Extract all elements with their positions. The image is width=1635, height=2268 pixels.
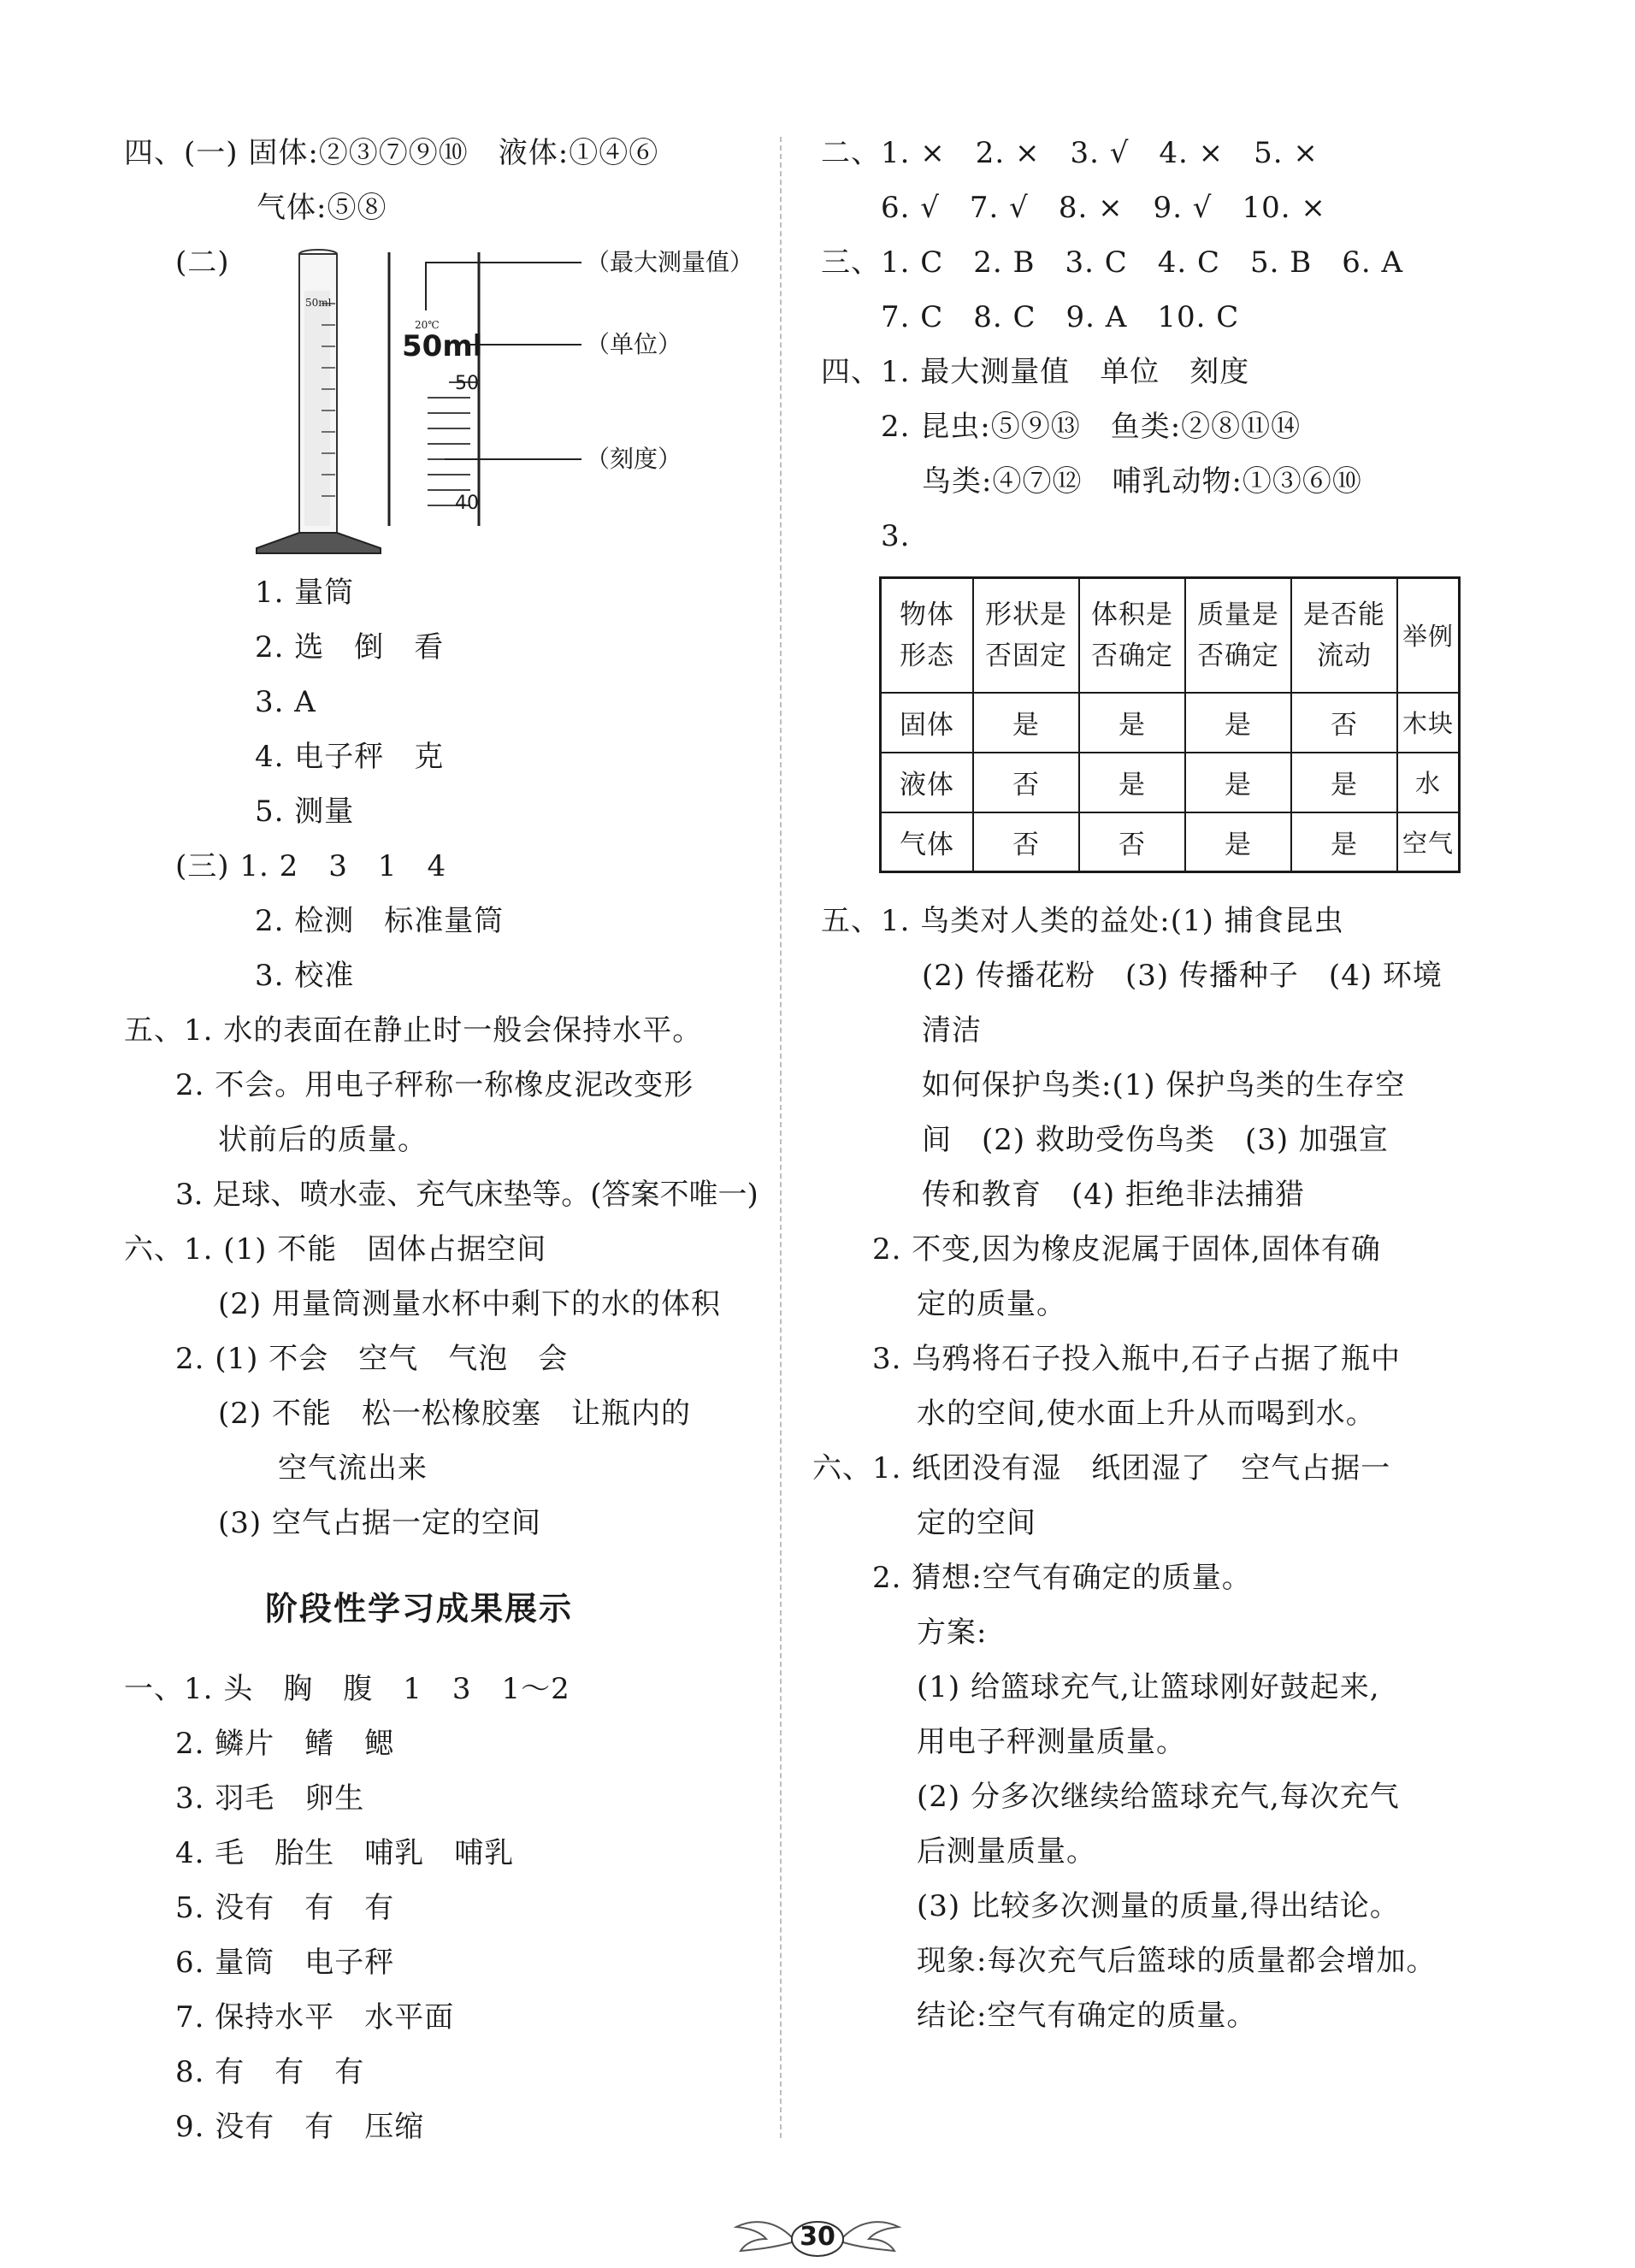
answer-line: 5. 测量	[255, 794, 355, 829]
answer-line: 3. 校准	[255, 959, 355, 993]
answer-line: 如何保护鸟类:(1) 保护鸟类的生存空	[922, 1068, 1406, 1102]
states-of-matter-table	[879, 576, 1461, 873]
table-header-cell: 举例	[1397, 578, 1460, 693]
zoom-tick-50: 50	[455, 373, 479, 394]
answer-line: 方案:	[917, 1615, 988, 1650]
answer-line: (1) 给篮球充气,让篮球刚好鼓起来,	[917, 1670, 1380, 1704]
table-cell: 是	[973, 693, 1079, 753]
table-cell: 木块	[1397, 693, 1460, 753]
answer-line: (二)	[175, 245, 230, 280]
answer-line: (2) 不能 松一松橡胶塞 让瓶内的	[218, 1397, 691, 1431]
answer-line: 状前后的质量。	[218, 1123, 428, 1157]
table-cell: 是	[1185, 693, 1291, 753]
answer-line: 1. 量筒	[255, 576, 355, 610]
table-row	[881, 693, 1460, 753]
table-cell: 否	[973, 812, 1079, 872]
answer-line: (三) 1. 2 3 1 4	[175, 849, 447, 883]
answer-line: 2. 不会。用电子秤称一称橡皮泥改变形	[175, 1068, 694, 1102]
table-cell: 否	[1079, 812, 1185, 872]
answer-line: 7. 保持水平 水平面	[175, 2000, 455, 2035]
answer-line: 2. 不变,因为橡皮泥属于固体,固体有确	[872, 1232, 1381, 1267]
table-cell: 液体	[881, 753, 974, 812]
answer-line: 2. 昆虫:⑤⑨⑬ 鱼类:②⑧⑪⑭	[881, 410, 1302, 444]
zoom-tick-40: 40	[455, 493, 479, 514]
column-divider	[780, 137, 782, 2138]
table-header-row	[881, 578, 1460, 693]
answer-line: 3. 足球、喷水壶、充气床垫等。(答案不唯一)	[175, 1178, 758, 1212]
answer-line: 四、(一) 固体:②③⑦⑨⑩ 液体:①④⑥	[124, 136, 659, 170]
answer-line: 气体:⑤⑧	[257, 191, 387, 225]
table-cell: 空气	[1397, 812, 1460, 872]
answer-line: 现象:每次充气后篮球的质量都会增加。	[917, 1944, 1437, 1978]
table-cell: 否	[973, 753, 1079, 812]
table-cell: 水	[1397, 753, 1460, 812]
answer-line: 水的空间,使水面上升从而喝到水。	[917, 1397, 1376, 1431]
zoom-unit-label: 50ml	[402, 329, 483, 363]
answer-line: 三、1. C 2. B 3. C 4. C 5. B 6. A	[821, 245, 1404, 280]
answer-line: 清洁	[922, 1013, 982, 1048]
answer-line: 2. 选 倒 看	[255, 630, 445, 664]
answer-line: 4. 电子秤 克	[255, 740, 445, 774]
answer-line: 3. A	[255, 685, 316, 719]
answer-line: 2. 检测 标准量筒	[255, 904, 505, 938]
callout-unit: （单位）	[586, 330, 682, 358]
answer-line: 六、1. (1) 不能 固体占据空间	[124, 1232, 547, 1267]
table-cell: 否	[1291, 693, 1397, 753]
table-cell: 气体	[881, 812, 974, 872]
answer-line: 间 (2) 救助受伤鸟类 (3) 加强宣	[922, 1123, 1389, 1157]
answer-line: 用电子秤测量质量。	[917, 1725, 1186, 1759]
answer-line: 一、1. 头 胸 腹 1 3 1～2	[124, 1672, 570, 1706]
answer-line: 2. 猜想:空气有确定的质量。	[872, 1561, 1252, 1595]
table-row	[881, 753, 1460, 812]
table-cell: 是	[1185, 812, 1291, 872]
callout-scale: （刻度）	[586, 445, 682, 473]
answer-line: (2) 分多次继续给篮球充气,每次充气	[917, 1780, 1400, 1814]
page-number-ornament	[0, 2218, 1635, 2256]
table-header-cell: 质量是 否确定	[1185, 578, 1291, 693]
answer-line: 定的质量。	[917, 1287, 1066, 1321]
page-number: 30	[800, 2222, 835, 2252]
cylinder-mark: 50ml	[305, 297, 332, 309]
answer-line: 结论:空气有确定的质量。	[917, 1999, 1257, 2033]
table-row	[881, 812, 1460, 872]
answer-line: (3) 比较多次测量的质量,得出结论。	[917, 1889, 1400, 1923]
table-cell: 是	[1079, 753, 1185, 812]
answer-line: 9. 没有 有 压缩	[175, 2110, 425, 2144]
answer-line: (2) 传播花粉 (3) 传播种子 (4) 环境	[922, 959, 1443, 993]
answer-line: 8. 有 有 有	[175, 2055, 365, 2089]
table-cell: 是	[1291, 753, 1397, 812]
table-header-cell: 体积是 否确定	[1079, 578, 1185, 693]
answer-line: 五、1. 水的表面在静止时一般会保持水平。	[124, 1013, 703, 1048]
answer-line: 五、1. 鸟类对人类的益处:(1) 捕食昆虫	[821, 904, 1344, 938]
answer-line: 四、1. 最大测量值 单位 刻度	[821, 355, 1250, 389]
answer-line: 六、1. 纸团没有湿 纸团湿了 空气占据一	[812, 1451, 1391, 1485]
answer-line: 6. √ 7. √ 8. × 9. √ 10. ×	[881, 191, 1326, 225]
table-header-cell: 形状是 否固定	[973, 578, 1079, 693]
table-cell: 是	[1291, 812, 1397, 872]
answer-line: 4. 毛 胎生 哺乳 哺乳	[175, 1836, 515, 1870]
answer-line: 传和教育 (4) 拒绝非法捕猎	[922, 1178, 1305, 1212]
measuring-cylinder-illustration	[239, 244, 770, 560]
answer-line: 2. 鳞片 鳍 鳃	[175, 1727, 395, 1761]
table-cell: 固体	[881, 693, 974, 753]
section-heading: 阶段性学习成果展示	[265, 1590, 574, 1627]
answer-line: 3. 羽毛 卵生	[175, 1781, 365, 1816]
answer-line: 鸟类:④⑦⑫ 哺乳动物:①③⑥⑩	[922, 464, 1362, 499]
table-cell: 是	[1185, 753, 1291, 812]
answer-line: 后测量质量。	[917, 1834, 1096, 1869]
measuring-cylinder-figure	[239, 244, 770, 560]
answer-line: 3. 乌鸦将石子投入瓶中,石子占据了瓶中	[872, 1342, 1402, 1376]
table-header-cell: 物体 形态	[881, 578, 974, 693]
answer-line: 2. (1) 不会 空气 气泡 会	[175, 1342, 569, 1376]
answer-line: 6. 量筒 电子秤	[175, 1946, 395, 1980]
answer-line: (2) 用量筒测量水杯中剩下的水的体积	[218, 1287, 721, 1321]
answer-line: 7. C 8. C 9. A 10. C	[881, 300, 1240, 334]
answer-line: 二、1. × 2. × 3. √ 4. × 5. ×	[821, 136, 1319, 170]
answer-line: 空气流出来	[278, 1451, 428, 1485]
answer-line: (3) 空气占据一定的空间	[218, 1506, 541, 1540]
answer-line: 定的空间	[917, 1506, 1036, 1540]
callout-max-measure: （最大测量值）	[586, 248, 754, 276]
table-cell: 是	[1079, 693, 1185, 753]
answer-line: 3.	[881, 519, 911, 553]
temperature-mark: 20℃	[415, 319, 440, 331]
table-header-cell: 是否能 流动	[1291, 578, 1397, 693]
answer-line: 5. 没有 有 有	[175, 1891, 395, 1925]
